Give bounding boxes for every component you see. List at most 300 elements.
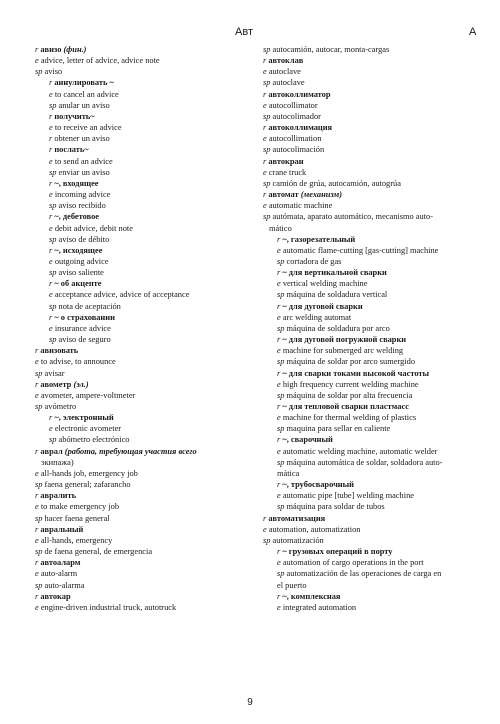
language-code: sp: [277, 390, 285, 400]
translation-text: aviso recibido: [58, 201, 106, 211]
language-code: r: [35, 491, 39, 501]
translation-text: acceptance advice, advice of acceptance: [54, 290, 190, 300]
headword: автокран: [268, 156, 304, 166]
headword: авизо: [40, 45, 62, 54]
language-code: e: [277, 312, 281, 322]
entry-headword-line: [263, 479, 468, 490]
headword: послать~: [54, 145, 89, 155]
entry-translation-line: [263, 490, 468, 501]
translation-text: all-hands job, emergency job: [40, 468, 138, 478]
language-code: r: [35, 346, 39, 356]
translation-text: machine for submerged arc welding: [282, 346, 404, 356]
entry-headword-line: [263, 189, 468, 200]
language-code: e: [49, 156, 53, 166]
translation-text: autocollimator: [268, 100, 318, 110]
entry-translation-line: [35, 368, 250, 379]
language-code: r: [277, 402, 281, 411]
translation-text: autoclave: [272, 78, 305, 88]
language-code: e: [49, 424, 53, 434]
entry-translation-line: [263, 178, 468, 189]
translation-text: máquina automática de soldar, soldadora auto-: [286, 457, 443, 467]
translation-text: to send an advice: [54, 156, 113, 166]
language-code: e: [35, 56, 39, 66]
entry-translation-line: [263, 100, 468, 111]
entry-headword-line: [35, 345, 250, 356]
translation-text: avisar: [44, 368, 65, 378]
language-code: sp: [263, 45, 271, 54]
entry-translation-line: [35, 356, 250, 367]
language-code: sp: [263, 111, 271, 121]
headword: автокар: [40, 591, 71, 601]
language-code: e: [35, 502, 39, 512]
translation-text: máquina de soldadura por arco: [286, 323, 390, 333]
entry-continuation-line: [35, 457, 250, 468]
language-code: sp: [277, 256, 285, 266]
headword: аврал: [40, 446, 63, 456]
headword: ~ о страховании: [54, 312, 115, 322]
page-number: 9: [247, 697, 253, 708]
headword: ~, сварочный: [282, 435, 333, 445]
entry-headword-line: [35, 591, 250, 602]
entry-translation-line: [263, 133, 468, 144]
entry-translation-line: [35, 468, 250, 479]
entry-headword-line: [263, 368, 468, 379]
language-code: r: [35, 45, 39, 54]
entry-translation-line: [35, 167, 250, 178]
language-code: r: [35, 446, 39, 456]
headword: ~, комплексная: [282, 591, 341, 601]
entry-translation-line: [35, 289, 250, 300]
entry-headword-line: [263, 89, 468, 100]
translation-text: automatización: [272, 535, 324, 545]
entry-translation-line: [263, 423, 468, 434]
entry-headword-line: [263, 334, 468, 345]
translation-text: máquina de soldadura vertical: [286, 290, 388, 300]
headword: автоколлиматор: [268, 89, 331, 99]
language-code: sp: [263, 212, 271, 222]
entry-translation-line: [263, 602, 468, 613]
entry-translation-line: [35, 256, 250, 267]
entry-translation-line: [35, 234, 250, 245]
translation-text: advice, letter of advice, advice note: [40, 56, 160, 66]
headword: авизовать: [40, 346, 79, 356]
entry-headword-line: [263, 301, 468, 312]
entry-translation-line: [263, 457, 468, 468]
translation-text: arc welding automat: [282, 312, 352, 322]
language-code: e: [49, 190, 53, 200]
language-code: r: [263, 513, 267, 523]
language-code: sp: [35, 480, 43, 490]
headword: ~ для дуговой сварки: [282, 301, 363, 311]
entry-translation-line: [35, 55, 250, 66]
entry-translation-line: [263, 289, 468, 300]
language-code: sp: [35, 368, 43, 378]
language-code: e: [49, 89, 53, 99]
entry-headword-line: [263, 591, 468, 602]
entry-translation-line: [263, 77, 468, 88]
translation-text: hacer faena general: [44, 513, 110, 523]
translation-text: obtener un aviso: [54, 134, 110, 144]
language-code: e: [35, 357, 39, 367]
translation-text: autocollimation: [268, 134, 322, 144]
headword: ~ об акцепте: [54, 279, 102, 289]
language-code: e: [277, 413, 281, 423]
language-code: sp: [277, 357, 285, 367]
language-code: sp: [49, 301, 57, 311]
headword: ~, трубосварочный: [282, 480, 354, 490]
entry-translation-line: [35, 122, 250, 133]
translation-text: máquina para soldar de tubos: [286, 502, 385, 512]
entry-translation-line: [35, 546, 250, 557]
language-code: r: [49, 312, 53, 322]
language-code: e: [49, 223, 53, 233]
entry-translation-line: [35, 323, 250, 334]
language-code: sp: [35, 580, 43, 590]
entry-translation-line: [35, 223, 250, 234]
translation-text: to cancel an advice: [54, 89, 119, 99]
entry-translation-line: [263, 111, 468, 122]
entry-headword-line: [35, 178, 250, 189]
translation-text: engine-driven industrial truck, autotruck: [40, 602, 177, 612]
entry-translation-line: [35, 479, 250, 490]
entry-translation-line: [35, 423, 250, 434]
entry-translation-line: [263, 211, 468, 222]
language-code: e: [35, 535, 39, 545]
headword-note: (работа, требующая участия всего: [64, 446, 197, 456]
entry-headword-line: [263, 267, 468, 278]
language-code: sp: [49, 167, 57, 177]
language-code: e: [277, 602, 281, 612]
language-code: r: [263, 156, 267, 166]
language-code: sp: [49, 335, 57, 345]
entry-translation-line: [35, 334, 250, 345]
entry-headword-line: [263, 122, 468, 133]
entry-translation-line: [263, 557, 468, 568]
entry-headword-line: [35, 379, 250, 390]
language-code: sp: [263, 78, 271, 88]
translation-text: insurance advice: [54, 323, 111, 333]
language-code: r: [277, 301, 281, 311]
entry-headword-line: [35, 446, 250, 457]
translation-text: máquina de soldar por arco sumergido: [286, 357, 416, 367]
language-code: r: [263, 89, 267, 99]
translation-text: auto-alarma: [44, 580, 85, 590]
entry-headword-line: [35, 524, 250, 535]
translation-text: machine for thermal welding of plastics: [282, 413, 417, 423]
headword: авральный: [40, 524, 84, 534]
translation-text: to make emergency job: [40, 502, 120, 512]
language-code: e: [277, 446, 281, 456]
entry-translation-line: [35, 301, 250, 312]
language-code: sp: [277, 502, 285, 512]
continuation-text: el puerto: [277, 580, 307, 590]
language-code: r: [49, 78, 53, 88]
entry-translation-line: [35, 66, 250, 77]
right-column: [263, 44, 468, 613]
entry-translation-line: [263, 66, 468, 77]
continuation-text: mática: [277, 468, 300, 478]
language-code: sp: [35, 402, 43, 411]
language-code: sp: [49, 234, 57, 244]
language-code: r: [277, 547, 281, 557]
language-code: e: [49, 323, 53, 333]
entry-translation-line: [35, 189, 250, 200]
entry-headword-line: [35, 44, 250, 55]
language-code: sp: [277, 323, 285, 333]
entry-headword-line: [35, 77, 250, 88]
headword: ~, исходящее: [54, 245, 103, 255]
headword-note: (эл.): [73, 379, 89, 389]
entry-translation-line: [263, 345, 468, 356]
headword: ~ для тепловой сварки пластмасс: [282, 402, 409, 411]
translation-text: de faena general, de emergencia: [44, 547, 153, 557]
translation-text: automation, automatization: [268, 524, 361, 534]
language-code: e: [49, 290, 53, 300]
language-code: e: [263, 524, 267, 534]
language-code: r: [263, 56, 267, 66]
language-code: e: [277, 346, 281, 356]
language-code: sp: [35, 547, 43, 557]
language-code: r: [277, 368, 281, 378]
language-code: sp: [277, 457, 285, 467]
language-code: e: [263, 67, 267, 77]
language-code: e: [35, 468, 39, 478]
entry-headword-line: [35, 211, 250, 222]
language-code: sp: [277, 569, 285, 579]
entry-headword-line: [263, 513, 468, 524]
entry-translation-line: [263, 501, 468, 512]
entry-translation-line: [35, 267, 250, 278]
headword: ~ для сварки токами высокой частоты: [282, 368, 430, 378]
entry-translation-line: [263, 379, 468, 390]
headword: ~ для дуговой погружной сварки: [282, 335, 407, 345]
continuation-text: экипажа): [41, 457, 74, 467]
translation-text: autocamión, autocar, monta-cargas: [272, 45, 390, 54]
left-column: [35, 44, 250, 613]
translation-text: all-hands, emergency: [40, 535, 113, 545]
language-code: r: [49, 279, 53, 289]
language-code: e: [263, 167, 267, 177]
section-letter: А: [469, 26, 477, 38]
entry-headword-line: [35, 490, 250, 501]
entry-translation-line: [35, 580, 250, 591]
entry-translation-line: [263, 323, 468, 334]
entry-translation-line: [263, 256, 468, 267]
language-code: e: [277, 245, 281, 255]
headword: ~, входящее: [54, 178, 99, 188]
translation-text: incoming advice: [54, 190, 111, 200]
entry-headword-line: [35, 245, 250, 256]
translation-text: auto-alarm: [40, 569, 78, 579]
language-code: sp: [277, 290, 285, 300]
entry-translation-line: [35, 501, 250, 512]
language-code: sp: [49, 435, 57, 445]
language-code: e: [277, 491, 281, 501]
headword: автомат: [268, 190, 299, 200]
translation-text: autoclave: [268, 67, 301, 77]
translation-text: faena general; zafarancho: [44, 480, 131, 490]
headword-note: (механизм): [300, 190, 343, 200]
entry-translation-line: [263, 446, 468, 457]
headword: авометр: [40, 379, 72, 389]
translation-text: automatic machine: [268, 201, 333, 211]
entry-continuation-line: [263, 223, 468, 234]
entry-headword-line: [263, 401, 468, 412]
language-code: sp: [277, 424, 285, 434]
entry-translation-line: [263, 167, 468, 178]
entry-translation-line: [35, 434, 250, 445]
entry-headword-line: [263, 234, 468, 245]
entry-headword-line: [35, 412, 250, 423]
language-code: r: [35, 591, 39, 601]
headword-note: (фин.): [63, 45, 87, 54]
translation-text: máquina de soldar por alta frecuencia: [286, 390, 413, 400]
translation-text: automatic flame-cutting [gas-cutting] machine: [282, 245, 439, 255]
translation-text: anular un aviso: [58, 100, 110, 110]
headword: ~, газорезательный: [282, 234, 356, 244]
translation-text: aviso: [44, 67, 63, 77]
language-code: sp: [35, 513, 43, 523]
translation-text: to advise, to announce: [40, 357, 116, 367]
translation-text: debit advice, debit note: [54, 223, 133, 233]
entry-translation-line: [35, 133, 250, 144]
entry-translation-line: [263, 144, 468, 155]
language-code: e: [49, 256, 53, 266]
entry-translation-line: [263, 390, 468, 401]
headword: автоматизация: [268, 513, 326, 523]
language-code: r: [49, 245, 53, 255]
language-code: r: [263, 190, 267, 200]
entry-headword-line: [35, 144, 250, 155]
entry-translation-line: [35, 390, 250, 401]
entry-continuation-line: [263, 468, 468, 479]
translation-text: autocolimación: [272, 145, 325, 155]
entry-translation-line: [35, 513, 250, 524]
entry-translation-line: [263, 356, 468, 367]
translation-text: integrated automation: [282, 602, 357, 612]
language-code: r: [263, 123, 267, 133]
language-code: r: [35, 558, 39, 568]
headword: аннулировать ~: [54, 78, 114, 88]
entry-translation-line: [35, 602, 250, 613]
language-code: r: [277, 435, 281, 445]
headword: автоаларм: [40, 558, 81, 568]
translation-text: nota de aceptación: [58, 301, 121, 311]
entry-translation-line: [263, 44, 468, 55]
headword: ~, дебетовое: [54, 212, 100, 222]
language-code: sp: [49, 201, 57, 211]
translation-text: to receive an advice: [54, 123, 122, 133]
translation-text: vertical welding machine: [282, 279, 368, 289]
entry-headword-line: [263, 434, 468, 445]
entry-headword-line: [35, 111, 250, 122]
language-code: r: [277, 335, 281, 345]
entry-translation-line: [35, 568, 250, 579]
headword: автоклав: [268, 56, 304, 66]
entry-translation-line: [35, 200, 250, 211]
translation-text: enviar un aviso: [58, 167, 110, 177]
translation-text: crane truck: [268, 167, 307, 177]
language-code: e: [263, 201, 267, 211]
translation-text: camión de grúa, autocamión, autogrúa: [272, 178, 401, 188]
translation-text: automatización de las operaciones de carga en: [286, 569, 442, 579]
language-code: sp: [263, 178, 271, 188]
entry-translation-line: [263, 568, 468, 579]
entry-headword-line: [35, 557, 250, 568]
language-code: e: [35, 602, 39, 612]
language-code: sp: [49, 100, 57, 110]
entry-continuation-line: [263, 580, 468, 591]
language-code: r: [35, 524, 39, 534]
translation-text: aviso de seguro: [58, 335, 111, 345]
translation-text: electronic avometer: [54, 424, 122, 434]
entry-translation-line: [35, 535, 250, 546]
entry-translation-line: [263, 524, 468, 535]
language-code: r: [49, 212, 53, 222]
language-code: r: [49, 145, 53, 155]
language-code: r: [277, 480, 281, 490]
language-code: e: [263, 100, 267, 110]
headword: ~ грузовых операций в порту: [282, 547, 393, 557]
headword: ~ для вертикальной сварки: [282, 268, 387, 278]
language-code: sp: [263, 535, 271, 545]
translation-text: abómetro electrónico: [58, 435, 130, 445]
language-code: r: [49, 134, 53, 144]
language-code: sp: [263, 145, 271, 155]
language-code: r: [49, 111, 53, 121]
language-code: r: [277, 591, 281, 601]
entry-translation-line: [263, 535, 468, 546]
translation-text: outgoing advice: [54, 256, 109, 266]
language-code: e: [35, 569, 39, 579]
translation-text: cortadora de gas: [286, 256, 342, 266]
translation-text: aviso saliente: [58, 268, 104, 278]
headword: автоколлимация: [268, 123, 333, 133]
language-code: r: [49, 413, 53, 423]
entry-translation-line: [263, 245, 468, 256]
language-code: e: [277, 379, 281, 389]
translation-text: automation of cargo operations in the port: [282, 558, 424, 568]
running-header: [0, 26, 500, 42]
entry-translation-line: [263, 312, 468, 323]
entry-translation-line: [263, 278, 468, 289]
entry-headword-line: [263, 156, 468, 167]
translation-text: aviso de débito: [58, 234, 110, 244]
language-code: r: [35, 379, 39, 389]
entry-translation-line: [35, 401, 250, 412]
entry-translation-line: [35, 89, 250, 100]
language-code: r: [277, 234, 281, 244]
entry-translation-line: [35, 100, 250, 111]
entry-headword-line: [35, 312, 250, 323]
entry-headword-line: [35, 278, 250, 289]
language-code: sp: [49, 268, 57, 278]
language-code: r: [277, 268, 281, 278]
language-code: sp: [35, 67, 43, 77]
entry-headword-line: [263, 546, 468, 557]
headword: получить~: [54, 111, 95, 121]
entry-translation-line: [35, 156, 250, 167]
translation-text: maquina para sellar en caliente: [286, 424, 391, 434]
language-code: e: [49, 123, 53, 133]
translation-text: high frequency current welding machine: [282, 379, 419, 389]
language-code: r: [49, 178, 53, 188]
headword: ~, электронный: [54, 413, 114, 423]
headword: авралить: [40, 491, 77, 501]
translation-text: automatic welding machine, automatic welder: [282, 446, 438, 456]
continuation-text: mático: [269, 223, 292, 233]
translation-text: autocolimador: [272, 111, 321, 121]
